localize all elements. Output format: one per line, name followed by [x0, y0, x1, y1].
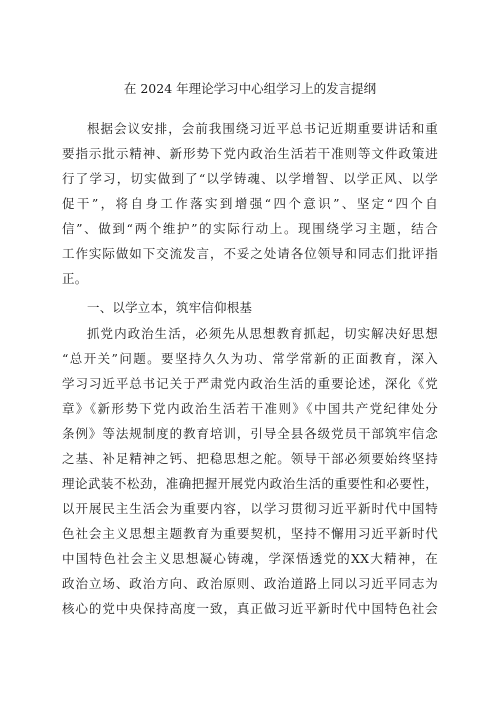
text-line: 抓党内政治生活，必须先从思想教育抓起，切实解决好思想 [87, 326, 438, 341]
text-line: 中国特色社会主义思想凝心铸魂，学深悟透党的XX大精神，在 [62, 551, 438, 566]
document-title: 在 2024 年理论学习中心组学习上的发言提纲 [123, 81, 377, 96]
paragraph-intro [62, 116, 438, 291]
text-line: 要指示批示精神、新形势下党内政治生活若干准则等文件政策进 [62, 146, 438, 161]
text-line: “总开关”问题。要坚持久久为功、常学常新的正面教育，深入 [62, 351, 438, 366]
text-line: 根据会议安排，会前我围绕习近平总书记近期重要讲话和重 [87, 121, 438, 136]
section-heading [62, 295, 438, 320]
text-line: 正。 [62, 271, 88, 286]
text-line: 色社会主义思想主题教育为重要契机，坚持不懈用习近平新时代 [62, 526, 438, 541]
text-line: 条例》等法规制度的教育培训，引导全县各级党员干部筑牢信念 [62, 426, 438, 441]
paragraph-section-one [62, 321, 438, 621]
text-line: 信”、做到“两个维护”的实际行动上。现围绕学习主题，结合 [62, 221, 438, 236]
text-line: 之基、补足精神之钙、把稳思想之舵。领导干部必须要始终坚持 [62, 451, 438, 466]
text-line: 工作实际做如下交流发言，不妥之处请各位领导和同志们批评指 [62, 246, 438, 261]
text-line: 核心的党中央保持高度一致，真正做习近平新时代中国特色社会 [62, 601, 438, 616]
text-line: 理论武装不松劲，准确把握开展党内政治生活的重要性和必要性， [62, 476, 438, 491]
text-line: 政治立场、政治方向、政治原则、政治道路上同以习近平同志为 [62, 576, 438, 591]
text-line: 章》《新形势下党内政治生活若干准则》《中国共产党纪律处分 [62, 401, 438, 416]
text-line: 促干”，将自身工作落实到增强“四个意识”、坚定“四个自 [62, 196, 438, 211]
heading-line: 一、以学立本，筑牢信仰根基 [87, 300, 253, 315]
text-line: 行了学习，切实做到了“以学铸魂、以学增智、以学正风、以学 [62, 171, 438, 186]
text-line: 学习习近平总书记关于严肃党内政治生活的重要论述，深化《党 [62, 376, 438, 391]
text-line: 以开展民主生活会为重要内容，以学习贯彻习近平新时代中国特 [62, 501, 438, 516]
